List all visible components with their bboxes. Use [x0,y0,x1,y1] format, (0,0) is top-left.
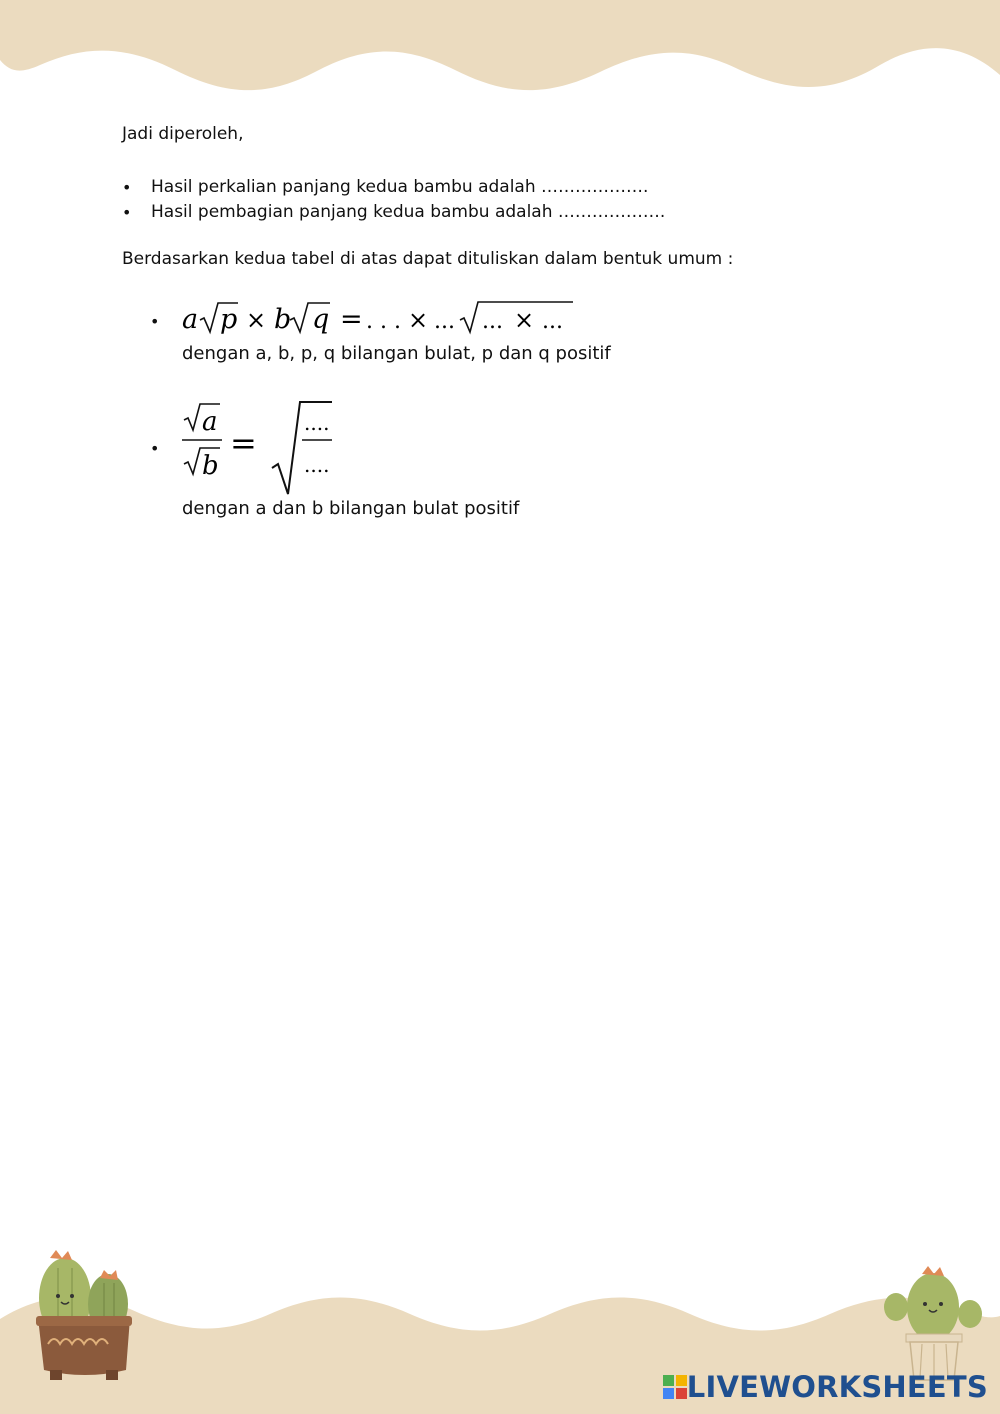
equals-sign: = [230,424,257,462]
blank: ... [542,309,563,334]
formula1-caption: dengan a, b, p, q bilangan bulat, p dan q positif [182,343,611,364]
times-sign: × [514,306,535,334]
logo-grid-icon [663,1375,687,1399]
formula-bullet: • [150,312,160,331]
intro-text: Jadi diperoleh, [122,124,244,144]
blank: .... [304,411,330,435]
blank: . . . [366,309,401,334]
var-a: a [182,304,199,335]
times-sign: × [246,306,267,334]
var-a: a [202,407,218,437]
result-list [122,175,665,225]
list-item: • Hasil pembagian panjang kedua bambu adalah ………………. [122,200,665,225]
list-item: • Hasil perkalian panjang kedua bambu adalah ………………. [122,175,665,200]
formula-division [178,398,348,498]
blank: ... [434,309,455,334]
times-sign: × [408,306,429,334]
logo-text: LIVEWORKSHEETS [686,1370,988,1404]
var-q: q [312,304,330,335]
cactus-pot-right-illustration [878,1262,988,1382]
general-statement: Berdasarkan kedua tabel di atas dapat dituliskan dalam bentuk umum : [122,249,734,269]
blank: ... [482,309,503,334]
formula-bullet: • [150,439,160,458]
blank: .... [304,453,330,477]
var-b: b [202,451,219,481]
formula-multiplication [180,298,600,338]
top-wave-decoration [0,0,1000,100]
cactus-pot-left-illustration [30,1248,140,1383]
liveworksheets-logo [663,1370,988,1404]
equals-sign: = [340,304,363,335]
var-p: p [220,304,238,335]
var-b: b [274,304,292,335]
formula2-caption: dengan a dan b bilangan bulat positif [182,498,520,519]
